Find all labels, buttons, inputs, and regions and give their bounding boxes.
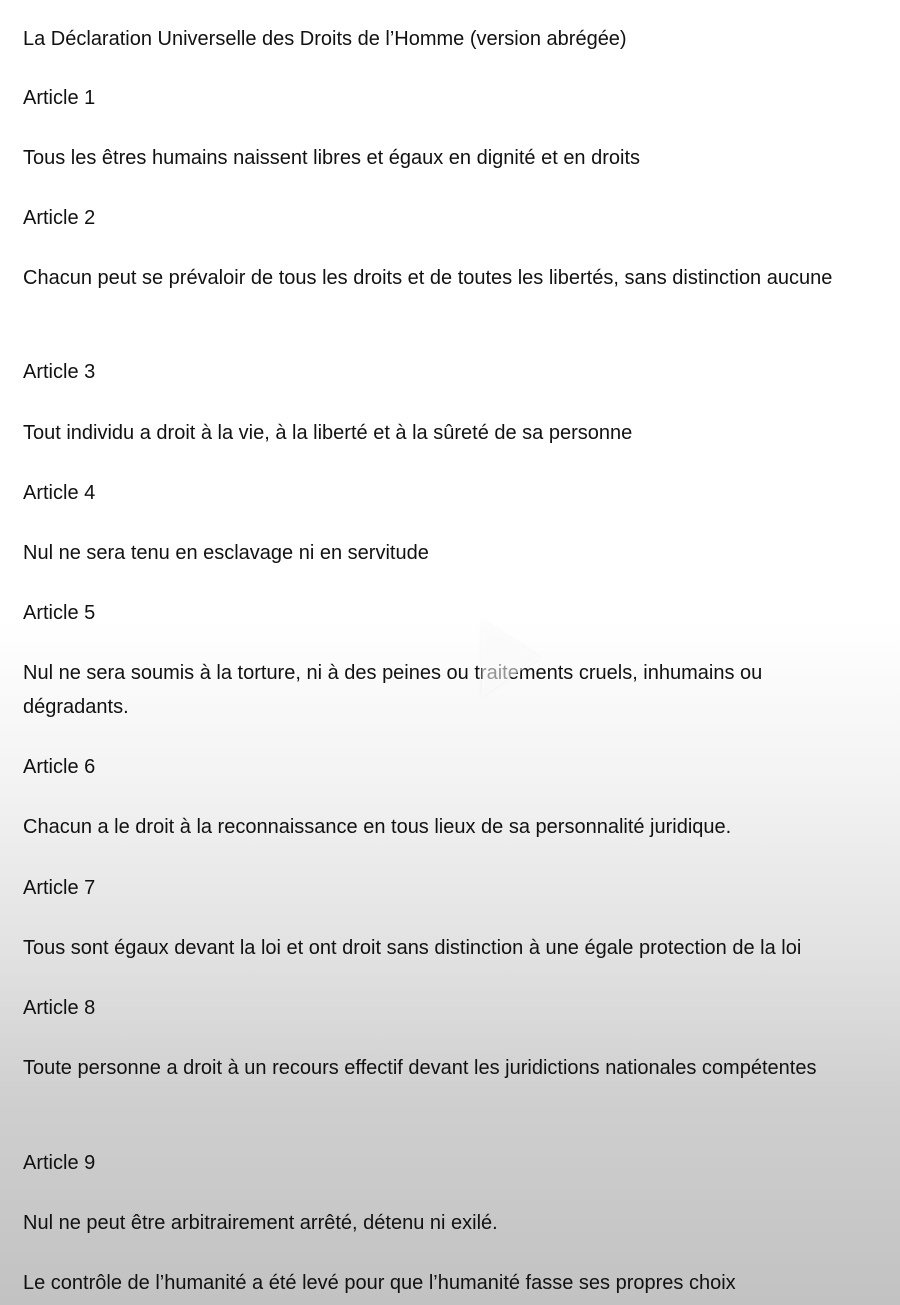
article-heading: Article 3 — [23, 361, 96, 383]
article-text: Tous sont égaux devant la loi et ont droit sans distinction à une égale protection de la loi — [23, 937, 802, 959]
footer-text: Le contrôle de l’humanité a été levé pour que l’humanité fasse ses propres choix — [23, 1272, 736, 1294]
article-text: Nul ne peut être arbitrairement arrêté, détenu ni exilé. — [23, 1212, 498, 1234]
article-text: Chacun peut se prévaloir de tous les droits et de toutes les libertés, sans distinction aucune — [23, 267, 833, 289]
article-heading: Article 4 — [23, 482, 96, 504]
article-heading: Article 8 — [23, 997, 96, 1019]
article-heading: Article 2 — [23, 207, 96, 229]
article-text: Chacun a le droit à la reconnaissance en tous lieux de sa personnalité juridique. — [23, 816, 732, 838]
article-text: Tous les êtres humains naissent libres et égaux en dignité et en droits — [23, 147, 641, 169]
article-heading: Article 6 — [23, 756, 96, 778]
article-heading: Article 1 — [23, 87, 96, 109]
article-text: Toute personne a droit à un recours effectif devant les juridictions nationales compétentes — [23, 1057, 817, 1079]
article-heading: Article 7 — [23, 877, 96, 899]
article-heading: Article 9 — [23, 1152, 96, 1174]
document-title: La Déclaration Universelle des Droits de l’Homme (version abrégée) — [23, 28, 627, 50]
article-text: Tout individu a droit à la vie, à la liberté et à la sûreté de sa personne — [23, 422, 633, 444]
article-heading: Article 5 — [23, 602, 96, 624]
play-icon[interactable] — [482, 620, 540, 696]
article-text: Nul ne sera tenu en esclavage ni en servitude — [23, 542, 429, 564]
article-text: Nul ne sera soumis à la torture, ni à des peines ou traitements cruels, inhumains ou dégradants. — [23, 662, 763, 718]
